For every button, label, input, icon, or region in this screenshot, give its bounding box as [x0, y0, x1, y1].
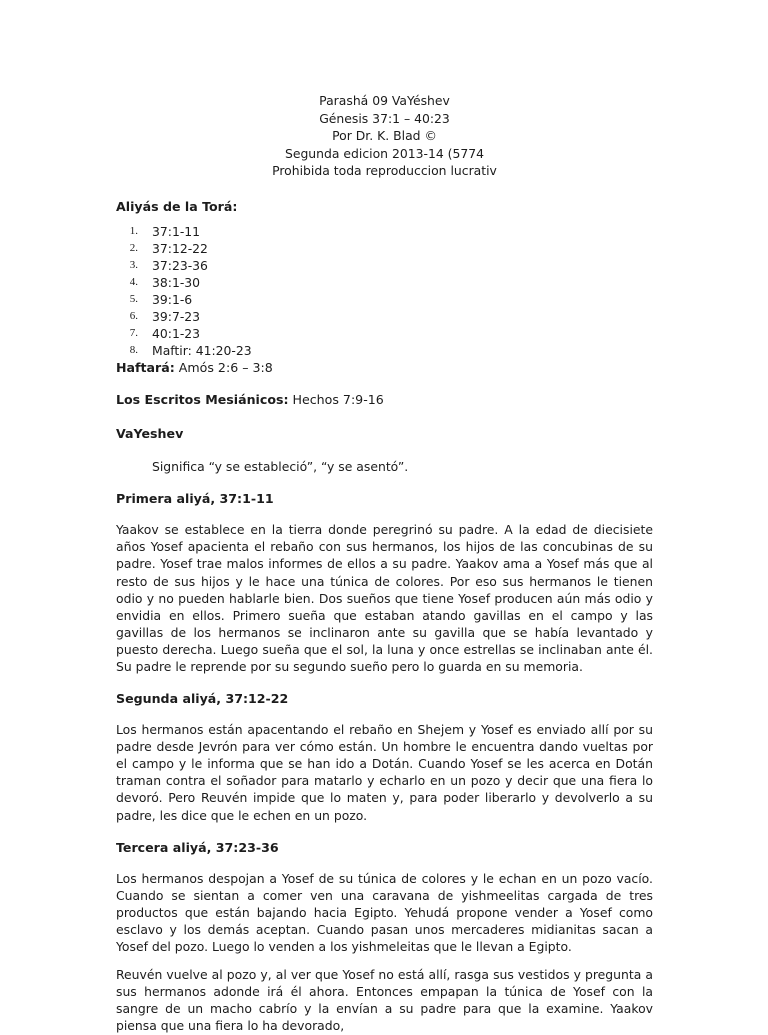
paragraph-segunda: Los hermanos están apacentando el rebaño en Shejem y Yosef es enviado allí por su padre desde Jevrón para ver cómo están. Un hombre le encuentra dando vueltas por el campo y le informa que se han ido a Dotán. Cuando Yosef se les acerca en Dotán traman contra el soñador para matarlo y echarlo en un pozo y decir que una fiera lo devoró. Pero Reuvén impide que lo maten y, para poder liberarlo y devolverlo a su padre, les dice que le echen en un pozo. — [116, 722, 653, 823]
list-item — [116, 240, 653, 257]
list-item — [116, 308, 653, 325]
list-item-number: 1. — [129, 224, 138, 237]
vayeshev-title: VaYeshev — [116, 426, 184, 442]
list-item-text: 37:12-22 — [152, 240, 208, 256]
list-item-number: 8. — [129, 344, 138, 357]
list-item-number: 2. — [129, 241, 138, 254]
list-item-text: 38:1-30 — [152, 274, 201, 290]
list-item-number: 6. — [129, 309, 138, 322]
list-item-text: 37:23-36 — [152, 257, 208, 273]
list-item-text: Maftir: 41:20-23 — [152, 343, 252, 359]
document-header — [116, 92, 653, 180]
list-item — [116, 291, 653, 308]
list-item-text: 39:7-23 — [152, 308, 201, 324]
list-item — [116, 325, 653, 342]
escritos-value: Hechos 7:9-16 — [288, 392, 384, 408]
list-item-number: 5. — [129, 292, 138, 305]
list-item-number: 4. — [129, 275, 138, 288]
aliyas-heading: Aliyás de la Torá: — [116, 198, 238, 214]
header-edition: Segunda edicion 2013-14 (5774 — [284, 145, 485, 161]
list-item-number: 7. — [129, 327, 138, 340]
list-item-text: 39:1-6 — [152, 291, 193, 307]
section-title-tercera: Tercera aliyá, 37:23-36 — [116, 839, 279, 855]
vayeshev-meaning: Significa “y se estableció”, “y se asentó”. — [152, 459, 409, 475]
paragraph-tercera-continued: Reuvén vuelve al pozo y, al ver que Yosef no está allí, rasga sus vestidos y pregunta a sus hermanos adonde irá él ahora. Entonces empapan la túnica de Yosef con la sangre de un macho cabrío y la envían a su padre para que la examine. Yaakov piensa que una fiera lo ha devorado, — [116, 967, 653, 1034]
haftara-value: Amós 2:6 – 3:8 — [174, 360, 273, 376]
paragraph-tercera: Los hermanos despojan a Yosef de su túnica de colores y le echan en un pozo vacío. Cuando se sientan a comer ven una caravana de yishmeelitas cargada de tres productos que están bajando hacia Egipto. Yehudá propone vender a Yosef como esclavo y los demás aceptan. Cuando pasan unos mercaderes midianitas sacan a Yosef del pozo. Luego lo venden a los yishmeleitas que le llevan a Egipto. — [116, 870, 653, 955]
header-author: Por Dr. K. Blad © — [332, 128, 437, 143]
list-item-number: 3. — [129, 258, 138, 271]
section-title-segunda: Segunda aliyá, 37:12-22 — [116, 691, 289, 707]
paragraph-primera: Yaakov se establece en la tierra donde peregrinó su padre. A la edad de diecisiete años Yosef apacienta el rebaño con sus hermanos, los hijos de las concubinas de su padre. Yosef trae malos informes de ellos a su padre. Yaakov ama a Yosef más que al resto de sus hijos y le hace una túnica de colores. Por eso sus hermanos le tienen odio y no pueden hablarle bien. Dos sueños que tiene Yosef producen aún más odio y envidia en ellos. Primero sueña que estaban atando gavillas en el campo y las gavillas de los hermanos se inclinaron ante su gavilla que se había levantado y puesto derecha. Luego sueña que el sol, la luna y once estrellas se inclinaban ante él. Su padre le reprende por su segundo sueño pero lo guarda en su memoria. — [116, 522, 653, 674]
section-title-primera: Primera aliyá, 37:1-11 — [116, 491, 274, 507]
header-reference: Génesis 37:1 – 40:23 — [319, 110, 450, 126]
list-item-text: 37:1-11 — [152, 223, 201, 239]
aliyas-list — [116, 223, 653, 360]
header-title: Parashá 09 VaYéshev — [319, 93, 450, 108]
haftara-label: Haftará: — [116, 360, 175, 376]
list-item — [116, 274, 653, 291]
escritos-label: Los Escritos Mesiánicos: — [116, 392, 289, 408]
haftara-line — [116, 359, 653, 376]
list-item — [116, 342, 653, 359]
header-notice: Prohibida toda reproduccion lucrativ — [272, 163, 497, 178]
list-item — [116, 223, 653, 240]
list-item-text: 40:1-23 — [152, 326, 201, 342]
escritos-line — [116, 391, 653, 408]
list-item — [116, 257, 653, 274]
